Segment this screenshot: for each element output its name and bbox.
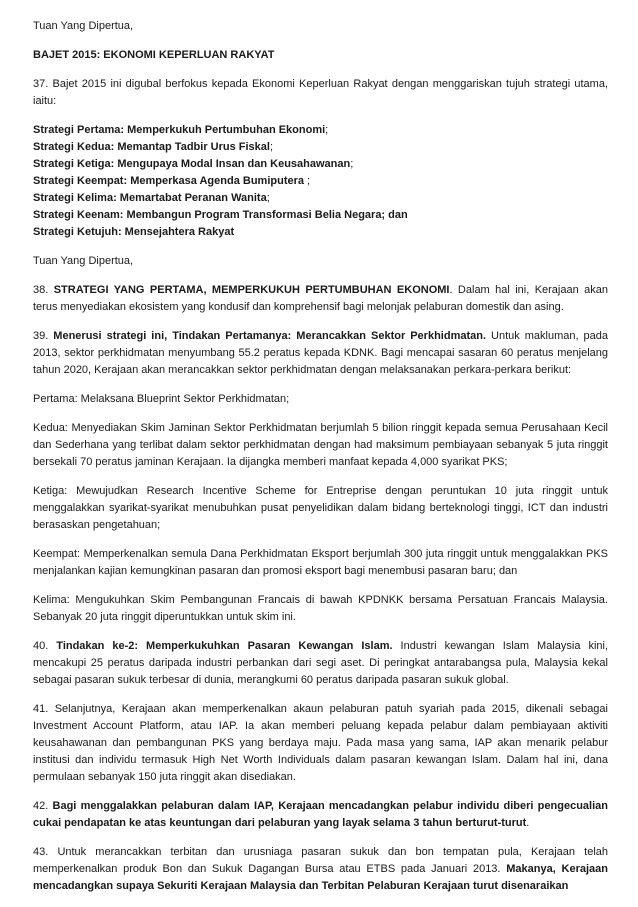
strategy-item: Strategi Kedua: Memantap Tadbir Urus Fiskal; [33,141,274,153]
item-ketiga: Ketiga: Mewujudkan Research Incentive Scheme for Entreprise dengan peruntukan 10 juta ringgit untuk menggalakkan syarikat-syarikat menubuhkan pusat penyelidikan dalam bidang berteknologi tinggi, ICT dan industri berasaskan pengetahuan; [33,485,608,531]
item-pertama: Pertama: Melaksana Blueprint Sektor Perkhidmatan; [33,393,290,405]
strategy-item: Strategi Ketiga: Mengupaya Modal Insan dan Keusahawanan; [33,158,354,170]
strategy-item: Strategi Keempat: Memperkasa Agenda Bumiputera ; [33,175,311,187]
strategy-item: Strategi Keenam: Membangun Program Transformasi Belia Negara; dan [33,209,408,221]
paragraph-39: 39. Menerusi strategi ini, Tindakan Pertamanya: Merancakkan Sektor Perkhidmatan. Untuk makluman, pada 2013, sektor perkhidmatan menyumbang 55.2 peratus kepada KDNK. Bagi mencapai sasaran 60 peratus menjelang tahun 2020, Kerajaan akan merancakkan sektor perkhidmatan dengan melaksanakan perkara-perkara berikut: [33,330,609,376]
paragraph-37: 37. Bajet 2015 ini digubal berfokus kepada Ekonomi Keperluan Rakyat dengan menggariskan tujuh strategi utama, iaitu: [33,78,608,107]
item-kedua: Kedua: Menyediakan Skim Jaminan Sektor Perkhidmatan berjumlah 5 bilion ringgit kepada semua Perusahaan Kecil dan Sederhana yang terlibat dalam sektor perkhidmatan dengan had maksimum pembiayaan sebanyak 5 juta ringgit bersekali 70 peratus jaminan Kerajaan. Ia dijangka memberi manfaat kepada 4,000 syarikat PKS; [33,422,608,468]
paragraph-41: 41. Selanjutnya, Kerajaan akan memperkenalkan akaun pelaburan patuh syariah pada 2015, dikenali sebagai Investment Account Platform, atau IAP. Ia akan memberi peluang kepada pelabur dalam pembiayaan aktiviti keusahawanan dan pembangunan PKS yang berdaya maju. Pada masa yang sama, IAP akan menarik pelabur institusi dan individu termasuk High Net Worth Individuals dalam pasaran kewangan Islam. Dalam hal ini, dana permulaan sebanyak 150 juta ringgit akan disediakan. [33,703,608,783]
strategy-item: Strategi Kelima: Memartabat Peranan Wanita; [33,192,270,204]
document-page [33,18,608,907]
item-kelima: Kelima: Mengukuhkan Skim Pembangunan Francais di bawah KPDNKK bersama Persatuan Francais Malaysia. Sebanyak 20 juta ringgit diperuntukkan untuk skim ini. [33,594,608,623]
salutation-2: Tuan Yang Dipertua, [33,255,134,267]
item-keempat: Keempat: Memperkenalkan semula Dana Perkhidmatan Eksport berjumlah 300 juta ringgit untuk menggalakkan PKS menjalankan kajian kemungkinan pasaran dan promosi eksport bagi menembusi pasaran baru; dan [33,548,608,577]
paragraph-38: 38. STRATEGI YANG PERTAMA, MEMPERKUKUH PERTUMBUHAN EKONOMI. Dalam hal ini, Kerajaan akan terus menyediakan ekosistem yang kondusif dan komprehensif bagi melonjak pelaburan domestik dan asing. [33,284,608,313]
paragraph-42: 42. Bagi menggalakkan pelaburan dalam IAP, Kerajaan mencadangkan pelabur individu diberi pengecualian cukai pendapatan ke atas keuntungan dari pelaburan yang layak selama 3 tahun berturut-turut. [33,800,608,829]
strategy-item: Strategi Pertama: Memperkukuh Pertumbuhan Ekonomi; [33,124,329,136]
paragraph-43: 43. Untuk merancakkan terbitan dan urusniaga pasaran sukuk dan bon tempatan pula, Kerajaan telah memperkenalkan produk Bon dan Sukuk Dagangan Bursa atau ETBS pada Januari 2013. Makanya, Kerajaan mencadangkan supaya Sekuriti Kerajaan Malaysia dan Terbitan Pelaburan Kerajaan turut disenaraikan [33,846,608,892]
section-heading: BAJET 2015: EKONOMI KEPERLUAN RAKYAT [33,49,275,61]
paragraph-40: 40. Tindakan ke-2: Memperkukuhkan Pasaran Kewangan Islam. Industri kewangan Islam Malaysia kini, mencakupi 25 peratus daripada industri perbankan dari segi aset. Di peringkat antarabangsa pula, Malaysia kekal sebagai pasaran sukuk terbesar di dunia, merangkumi 60 peratus daripada pasaran sukuk global. [33,640,608,686]
salutation: Tuan Yang Dipertua, [33,20,134,32]
strategy-list [33,122,608,241]
strategy-item: Strategi Ketujuh: Mensejahtera Rakyat [33,226,235,238]
